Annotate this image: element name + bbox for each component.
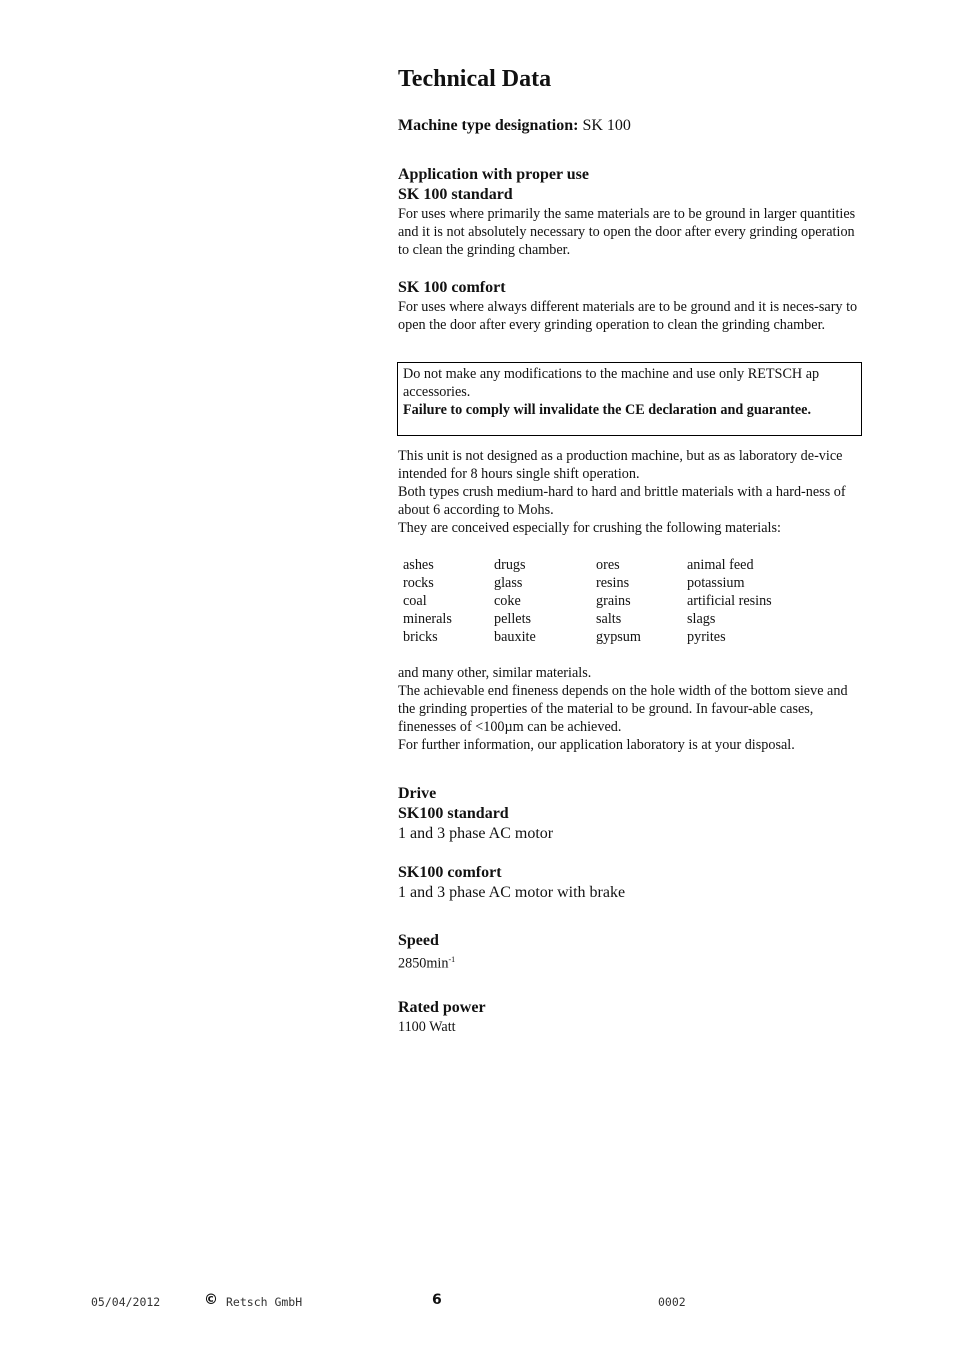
warning-line-3: Failure to comply will invalidate the CE declaration and guarantee. [403,402,812,418]
material-item: salts [596,611,622,627]
material-item: resins [596,575,630,591]
materials-column-2 [494,556,536,646]
material-item: drugs [494,557,526,573]
footer-company: Retsch GmbH [226,1295,303,1309]
warning-line-2: accessories. [403,384,471,400]
comfort-text: For uses where always different materials are to be ground and it is neces-sary to open the door after every grinding operation to clean the grinding chamber. [398,299,858,333]
material-item: ashes [403,557,434,573]
page-number: 6 [432,1292,442,1308]
info-p1: This unit is not designed as a production machine, but as as laboratory de-vice intended for 8 hours single shift operation. [398,448,843,482]
drive-comfort-heading: SK100 comfort [398,864,502,881]
application-section [398,165,866,259]
drive-standard-value: 1 and 3 phase AC motor [398,825,554,842]
drive-comfort-section [398,863,866,903]
material-item: coke [494,593,521,609]
machine-type [398,116,866,136]
material-item: slags [687,611,716,627]
material-item: artificial resins [687,593,772,609]
after-p3: For further information, our application laboratory is at your disposal. [398,737,795,753]
material-item: animal feed [687,557,754,573]
drive-comfort-value: 1 and 3 phase AC motor with brake [398,884,626,901]
info-p3: They are conceived especially for crushing the following materials: [398,520,781,536]
page-title: Technical Data [398,66,552,92]
after-section [398,664,866,754]
material-item: coal [403,593,427,609]
speed-section [398,931,866,973]
copyright-icon: © [204,1292,218,1308]
material-item: minerals [403,611,452,627]
machine-type-label: Machine type designation: [398,117,579,134]
warning-line-1: Do not make any modifications to the machine and use only RETSCH ap [403,366,820,382]
speed-heading: Speed [398,932,439,949]
speed-exponent: -1 [448,955,456,964]
material-item: potassium [687,575,745,591]
power-section [398,998,866,1036]
materials-column-3 [596,556,641,646]
application-heading: Application with proper use [398,166,589,183]
materials-column-1 [403,556,452,646]
footer-date: 05/04/2012 [91,1295,161,1309]
speed-value: 2850min [398,955,449,972]
material-item: bricks [403,629,438,645]
after-p2: The achievable end fineness depends on the hole width of the bottom sieve and the grinding properties of the material to be ground. In favour-able cases, finenesses of <100µm can be achieved. [398,683,848,735]
material-item: pyrites [687,629,726,645]
standard-heading: SK 100 standard [398,186,513,203]
material-item: bauxite [494,629,536,645]
warning-box [397,362,862,436]
footer-code: 0002 [658,1295,686,1309]
machine-type-value: SK 100 [578,117,631,134]
material-item: rocks [403,575,434,591]
drive-section [398,784,866,844]
drive-heading: Drive [398,785,437,802]
power-value: 1100 Watt [398,1019,456,1035]
material-item: glass [494,575,523,591]
material-item: ores [596,557,620,573]
power-heading: Rated power [398,999,486,1016]
info-p2: Both types crush medium-hard to hard and brittle materials with a hard-ness of about 6 according to Mohs. [398,484,846,518]
materials-column-4 [687,556,772,646]
after-p1: and many other, similar materials. [398,665,592,681]
drive-standard-heading: SK100 standard [398,805,509,822]
comfort-section [398,278,866,334]
standard-text: For uses where primarily the same materials are to be ground in larger quantities and it is not absolutely necessary to open the door after every grinding operation to clean the grinding chamber. [398,206,856,258]
material-item: pellets [494,611,532,627]
material-item: grains [596,593,631,609]
comfort-heading: SK 100 comfort [398,279,506,296]
info-section [398,447,866,537]
material-item: gypsum [596,629,641,645]
